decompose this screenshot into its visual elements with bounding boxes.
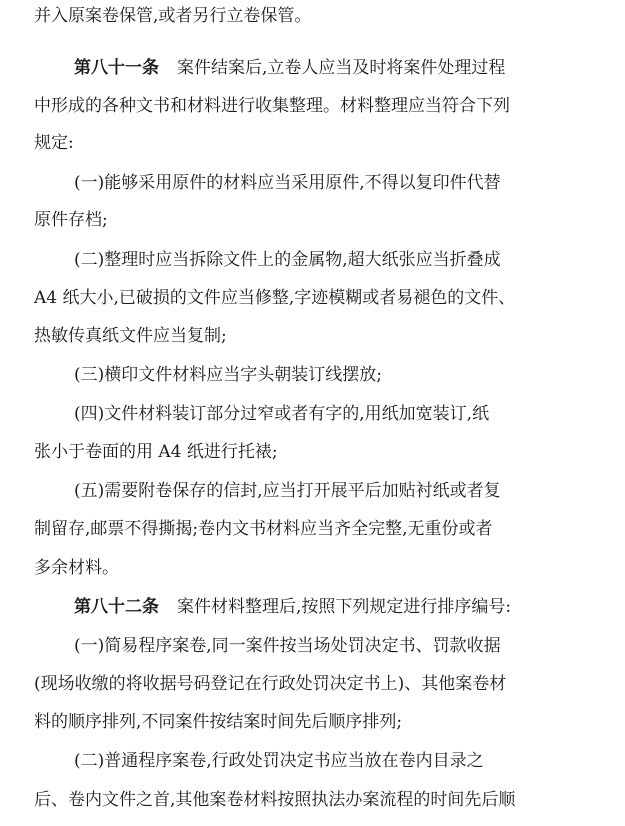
- text-line: 后、卷内文件之首,其他案卷材料按照执法办案流程的时间先后顺: [34, 790, 516, 810]
- text-line: (一)简易程序案卷,同一案件按当场处罚决定书、罚款收据: [74, 636, 501, 656]
- text-line: 热敏传真纸文件应当复制;: [34, 326, 227, 346]
- text-line: 料的顺序排列,不同案件按结案时间先后顺序排列;: [34, 712, 403, 732]
- text-line: 中形成的各种文书和材料进行收集整理。材料整理应当符合下列: [34, 96, 510, 116]
- article-81-text: 案件结案后,立卷人应当及时将案件处理过程: [177, 58, 506, 78]
- article-81-title: 第八十一条: [74, 58, 159, 78]
- text-line: (现场收缴的将收据号码登记在行政处罚决定书上)、其他案卷材: [34, 674, 507, 694]
- article-82-title: 第八十二条: [74, 597, 159, 617]
- text-line: (二)普通程序案卷,行政处罚决定书应当放在卷内目录之: [74, 751, 484, 771]
- article-82-heading: [74, 596, 511, 620]
- article-81-heading: [74, 57, 505, 81]
- text-line: 张小于卷面的用 A4 纸进行托裱;: [34, 442, 278, 462]
- text-line: (二)整理时应当拆除文件上的金属物,超大纸张应当折叠成: [74, 250, 501, 270]
- text-line: 规定:: [34, 133, 74, 153]
- text-line: 制留存,邮票不得撕揭;卷内文书材料应当齐全完整,无重份或者: [34, 519, 493, 539]
- text-line: (五)需要附卷保存的信封,应当打开展平后加贴衬纸或者复: [74, 481, 501, 501]
- article-82-text: 案件材料整理后,按照下列规定进行排序编号:: [177, 597, 512, 617]
- text-line: 多余材料。: [34, 558, 119, 578]
- text-line: (一)能够采用原件的材料应当采用原件,不得以复印件代替: [74, 173, 501, 193]
- text-line: 原件存档;: [34, 210, 108, 230]
- text-line: A4 纸大小,已破损的文件应当修整,字迹模糊或者易褪色的文件、: [34, 288, 516, 308]
- text-line: (三)横印文件材料应当字头朝装订线摆放;: [74, 365, 382, 385]
- text-line: (四)文件材料装订部分过窄或者有字的,用纸加宽装订,纸: [74, 404, 490, 424]
- text-line: 并入原案卷保管,或者另行立卷保管。: [34, 6, 312, 26]
